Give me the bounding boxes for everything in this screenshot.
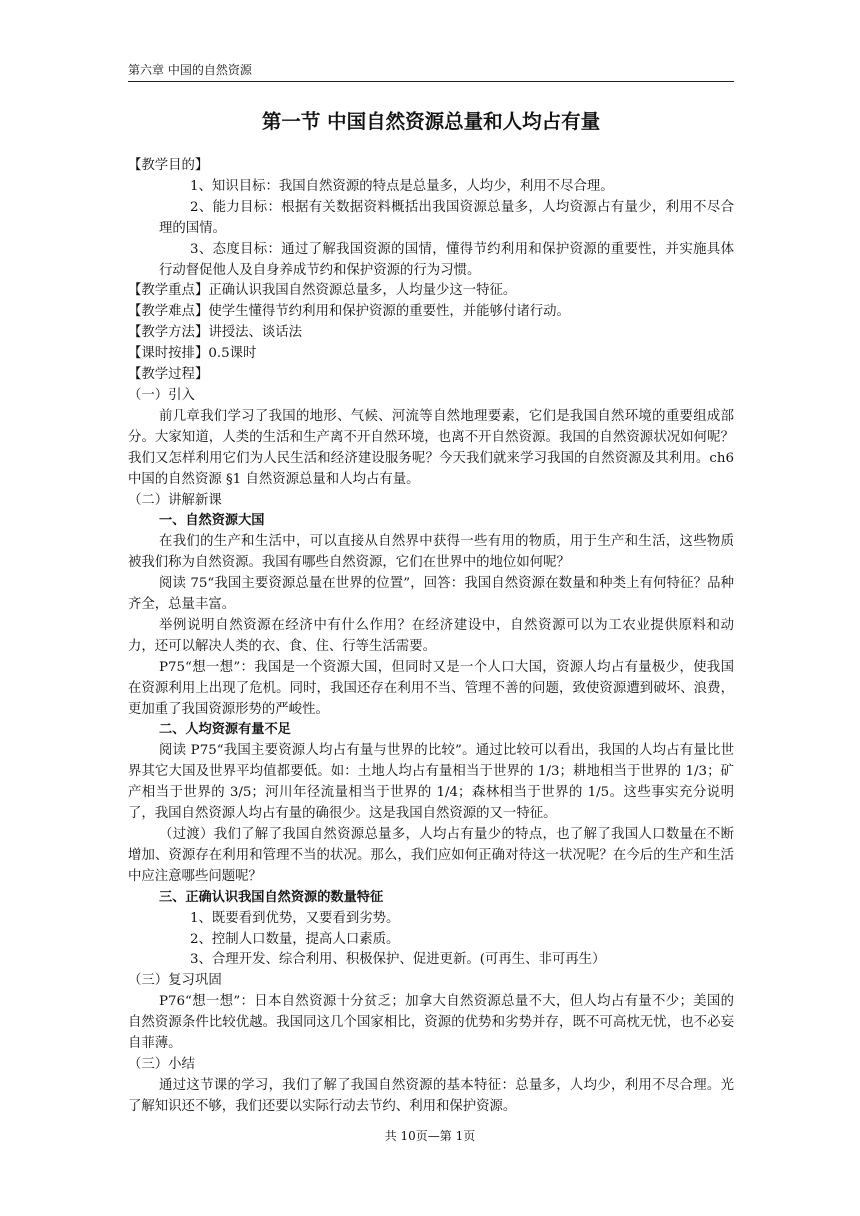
subheading-3: 三、正确认识我国自然资源的数量特征 xyxy=(159,889,384,905)
objectives-label: 【教学目的】 xyxy=(128,158,209,173)
section-intro-label: （一）引入 xyxy=(128,387,195,403)
running-header: 第六章 中国的自然资源 xyxy=(128,63,252,77)
list-item-3: 3、合理开发、综合利用、积极保护、促进更新。(可再生、非可再生） xyxy=(190,952,606,968)
review-paragraph: P76“想一想”：日本自然资源十分贫乏；加拿大自然资源总量不大，但人均占有量不少；美国的自然资源条件比较优越。我国同这几个国家相比，资源的优势和劣势并存，既不可高枕无忧，也不必妄自菲薄。 xyxy=(128,994,734,1052)
subheading-2: 二、人均资源有量不足 xyxy=(159,722,291,738)
section-review-label: （三）复习巩固 xyxy=(128,973,222,989)
objective-item-2: 2、能力目标：根据有关数据资料概括出我国资源总量多，人均资源占有量少，利用不尽合理的国情。 xyxy=(159,199,734,236)
teaching-method: 【教学方法】讲授法、谈话法 xyxy=(128,325,303,341)
lesson-paragraph-3: 举例说明自然资源在经济中有什么作用？在经济建设中，自然资源可以为工农业提供原料和动力，还可以解决人类的衣、食、住、行等生活需要。 xyxy=(128,617,734,654)
page-footer: 共 10页—第 1页 xyxy=(384,1129,476,1143)
process-label: 【教学过程】 xyxy=(128,367,209,383)
difficulty: 【教学难点】使学生懂得节约利用和保护资源的重要性，并能够付诸行动。 xyxy=(128,304,570,320)
list-item-2: 2、控制人口数量，提高人口素质。 xyxy=(190,931,400,947)
key-point: 【教学重点】正确认识我国自然资源总量多，人均量少这一特征。 xyxy=(128,283,517,299)
section-summary-label: （三）小结 xyxy=(128,1056,195,1072)
lesson-paragraph-2: 阅读 75“我国主要资源总量在世界的位置”，回答：我国自然资源在数量和种类上有何特征？品种齐全，总量丰富。 xyxy=(128,576,734,613)
lesson-paragraph-5: 阅读 P75“我国主要资源人均占有量与世界的比较”。通过比较可以看出，我国的人均占有量比世界其它大国及世界平均值都要低。如：土地人均占有量相当于世界的 1/3；耕地相当于世界的 1/3；矿产相当于世界的 3/5；河川年径流量相当于世界的 1/4；森林相当于世界的 1/5。这些事实充分说明了，我国自然资源人均占有量的确很少。这是我国自然资源的又一特征。 xyxy=(128,743,734,822)
objective-item-1: 1、知识目标：我国自然资源的特点是总量多，人均少，利用不尽合理。 xyxy=(190,178,614,194)
subheading-1: 一、自然资源大国 xyxy=(159,513,265,529)
list-item-1: 1、既要看到优势，又要看到劣势。 xyxy=(190,910,400,926)
lesson-paragraph-4: P75“想一想”：我国是一个资源大国，但同时又是一个人口大国，资源人均占有量极少，使我国在资源利用上出现了危机。同时，我国还存在利用不当、管理不善的问题，致使资源遭到破坏、浪费，更加重了我国资源形势的严峻性。 xyxy=(128,659,734,717)
document-body xyxy=(128,156,734,1118)
lesson-paragraph-6: （过渡）我们了解了我国自然资源总量多，人均占有量少的特点，也了解了我国人口数量在不断增加、资源存在利用和管理不当的状况。那么，我们应如何正确对待这一状况呢？在今后的生产和生活中应注意哪些问题呢？ xyxy=(128,827,734,884)
section-new-lesson-label: （二）讲解新课 xyxy=(128,492,222,508)
page-title: 第一节 中国自然资源总量和人均占有量 xyxy=(261,110,601,133)
summary-paragraph: 通过这节课的学习，我们了解了我国自然资源的基本特征：总量多，人均少，利用不尽合理。光了解知识还不够，我们还要以实际行动去节约、利用和保护资源。 xyxy=(128,1077,734,1114)
lesson-paragraph-1: 在我们的生产和生活中，可以直接从自然界中获得一些有用的物质，用于生产和生活，这些物质被我们称为自然资源。我国有哪些自然资源，它们在世界中的地位如何呢？ xyxy=(128,534,734,571)
header-rule xyxy=(128,81,734,82)
objective-item-3: 3、态度目标：通过了解我国资源的国情，懂得节约利用和保护资源的重要性，并实施具体行动督促他人及自身养成节约和保护资源的行为习惯。 xyxy=(159,241,734,278)
schedule: 【课时按排】0.5课时 xyxy=(128,346,257,362)
intro-paragraph: 前几章我们学习了我国的地形、气候、河流等自然地理要素，它们是我国自然环境的重要组成部分。大家知道，人类的生活和生产离不开自然环境，也离不开自然资源。我国的自然资源状况如何呢？我们又怎样利用它们为人民生活和经济建设服务呢？今天我们就来学习我国的自然资源及其利用。ch6 中国的自然资源 §1 自然资源总量和人均占有量。 xyxy=(128,408,734,487)
